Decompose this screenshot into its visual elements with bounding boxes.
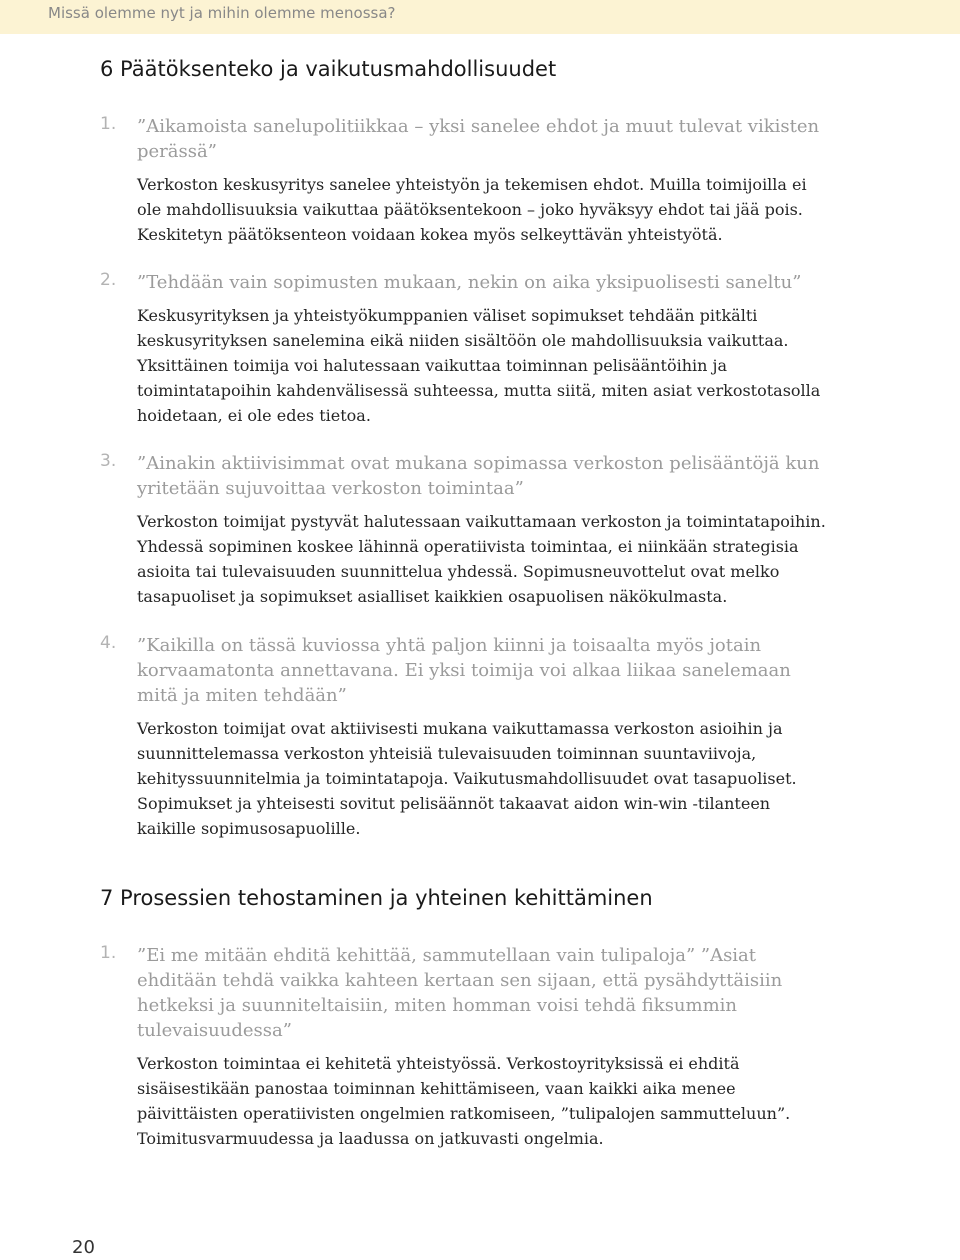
item-number: 1. [100, 943, 117, 963]
section-6-item-4 [100, 633, 830, 841]
running-header [0, 0, 960, 34]
section-6-item-2 [100, 270, 830, 428]
item-body: Verkoston keskusyritys sanelee yhteistyön ja tekemisen ehdot. Muilla toimijoilla ei ole mahdollisuuksia vaikuttaa päätöksentekoon – joko hyväksyy ehdot tai jää pois. Keskitetyn päätöksenteon voidaan kokea myös selkeyttävän yhteistyötä. [137, 175, 807, 244]
item-quote: ”Aikamoista sanelupolitiikkaa – yksi sanelee ehdot ja muut tulevat vikisten perässä” [137, 116, 820, 162]
item-body: Verkoston toimijat ovat aktiivisesti mukana vaikuttamassa verkoston asioihin ja suunnittelemassa verkoston yhteisiä tulevaisuuden toiminnan suuntaviivoja, kehityssuunnitelmia ja toimintatapoja. Vaikutusmahdollisuudet ovat tasapuoliset. Sopimukset ja yhteisesti sovitut pelisäännöt takaavat aidon win-win -tilanteen kaikille sopimusosapuolille. [137, 719, 797, 838]
item-body: Verkoston toimintaa ei kehitetä yhteistyössä. Verkostoyrityksissä ei ehditä sisäisestikään panostaa toiminnan kehittämiseen, vaan kaikki aika menee päivittäisten operatiivisten ongelmien ratkomiseen, ”tulipalojen sammutteluun”. Toimitusvarmuudessa ja laadussa on jatkuvasti ongelmia. [137, 1054, 791, 1148]
section-6-item-1 [100, 114, 830, 247]
item-quote: ”Ei me mitään ehditä kehittää, sammutellaan vain tulipaloja” ”Asiat ehditään tehdä vaikka kahteen kertaan sen sijaan, että pysähdyttäisiin hetkeksi ja suunniteltaisiin, miten homman voisi tehdä fiksummin tulevaisuudessa” [137, 945, 783, 1041]
item-quote: ”Kaikilla on tässä kuviossa yhtä paljon kiinni ja toisaalta myös jotain korvaamatonta annettavana. Ei yksi toimija voi alkaa liikaa sanelemaan mitä ja miten tehdään” [137, 635, 791, 706]
section-7-item-1 [100, 943, 830, 1151]
running-title: Missä olemme nyt ja mihin olemme menossa? [48, 4, 396, 22]
item-body: Keskusyrityksen ja yhteistyökumppanien väliset sopimukset tehdään pitkälti keskusyrityksen sanelemina eikä niiden sisältöön ole mahdollisuuksia vaikuttaa. Yksittäinen toimija voi halutessaan vaikuttaa toiminnan pelisääntöihin ja toimintatapoihin kahdenvälisessä suhteessa, mutta siitä, miten asiat verkostotasolla hoidetaan, ei ole edes tietoa. [137, 306, 821, 425]
item-quote: ”Ainakin aktiivisimmat ovat mukana sopimassa verkoston pelisääntöjä kun yritetään sujuvoittaa verkoston toimintaa” [137, 453, 820, 499]
item-number: 4. [100, 633, 117, 653]
item-number: 1. [100, 114, 117, 134]
item-number: 3. [100, 451, 117, 471]
section-6-title: 6 Päätöksenteko ja vaikutusmahdollisuudet [100, 57, 557, 81]
item-quote: ”Tehdään vain sopimusten mukaan, nekin on aika yksipuolisesti saneltu” [137, 272, 802, 293]
page-number: 20 [72, 1237, 95, 1258]
section-7-title: 7 Prosessien tehostaminen ja yhteinen kehittäminen [100, 886, 653, 910]
item-number: 2. [100, 270, 117, 290]
section-6-item-3 [100, 451, 830, 609]
item-body: Verkoston toimijat pystyvät halutessaan vaikuttamaan verkoston ja toimintatapoihin. Yhdessä sopiminen koskee lähinnä operatiivista toimintaa, ei niinkään strategisia asioita tai tulevaisuuden suunnittelua yhdessä. Sopimusneuvottelut ovat melko tasapuoliset ja sopimukset asialliset kaikkien osapuolisen näkökulmasta. [137, 512, 826, 606]
